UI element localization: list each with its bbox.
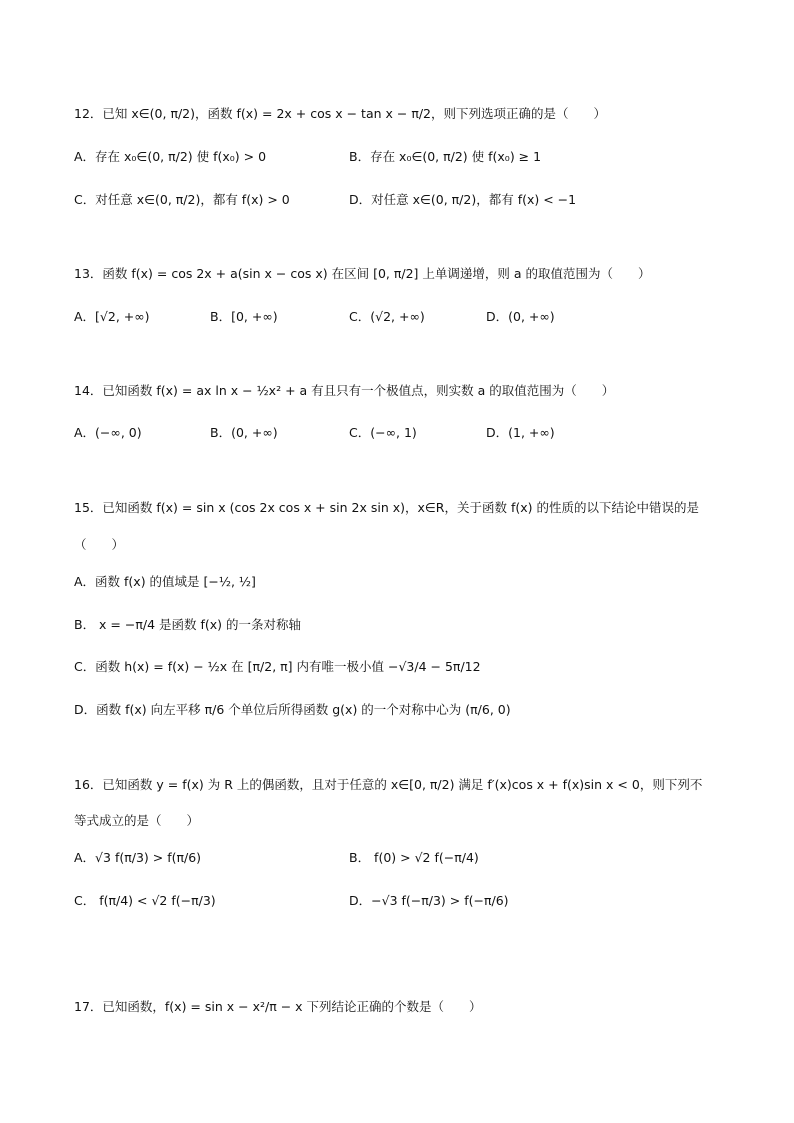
q17-stem: 17．已知函数，f(x) = sin x − x²/π − x 下列结论正确的个数是（ ）: [74, 999, 482, 1014]
q16-option-b[interactable]: B． f(0) > √2 f(−π/4): [349, 850, 479, 865]
q15-option-b[interactable]: B． x = −π/4 是函数 f(x) 的一条对称轴: [74, 617, 302, 632]
q13-stem: 13．函数 f(x) = cos 2x + a(sin x − cos x) 在区间 [0, π/2] 上单调递增，则 a 的取值范围为（ ）: [74, 266, 651, 281]
q12-stem: 12．已知 x∈(0, π/2)，函数 f(x) = 2x + cos x − tan x − π/2，则下列选项正确的是（ ）: [74, 106, 607, 121]
q15-option-a[interactable]: A．函数 f(x) 的值域是 [−½, ½]: [74, 574, 256, 589]
q16-stem-cont: 等式成立的是（ ）: [74, 813, 200, 828]
q12-option-b[interactable]: B．存在 x₀∈(0, π/2) 使 f(x₀) ≥ 1: [349, 149, 542, 164]
q15-stem-bracket: （ ）: [74, 537, 125, 552]
q15-stem: 15．已知函数 f(x) = sin x (cos 2x cos x + sin 2x sin x)，x∈R，关于函数 f(x) 的性质的以下结论中错误的是: [74, 500, 699, 515]
q16-option-c[interactable]: C． f(π/4) < √2 f(−π/3): [74, 893, 216, 908]
q16-stem: 16．已知函数 y = f(x) 为 R 上的偶函数，且对于任意的 x∈[0, π/2) 满足 f′(x)cos x + f(x)sin x < 0，则下列不: [74, 777, 703, 792]
q15-option-d[interactable]: D．函数 f(x) 向左平移 π/6 个单位后所得函数 g(x) 的一个对称中心为 (π/6, 0): [74, 702, 511, 717]
q16-option-d[interactable]: D．−√3 f(−π/3) > f(−π/6): [349, 893, 509, 908]
q12-option-a[interactable]: A．存在 x₀∈(0, π/2) 使 f(x₀) > 0: [74, 149, 267, 164]
q13-option-a[interactable]: A．[√2, +∞): [74, 309, 150, 324]
q12-option-c[interactable]: C．对任意 x∈(0, π/2)，都有 f(x) > 0: [74, 192, 290, 207]
q14-stem: 14．已知函数 f(x) = ax ln x − ½x² + a 有且只有一个极值点，则实数 a 的取值范围为（ ）: [74, 383, 615, 398]
q13-option-c[interactable]: C．(√2, +∞): [349, 309, 425, 324]
q13-option-b[interactable]: B．[0, +∞): [210, 309, 278, 324]
q14-option-c[interactable]: C．(−∞, 1): [349, 425, 417, 440]
q12-option-d[interactable]: D．对任意 x∈(0, π/2)，都有 f(x) < −1: [349, 192, 577, 207]
q13-option-d[interactable]: D．(0, +∞): [486, 309, 555, 324]
q14-option-a[interactable]: A．(−∞, 0): [74, 425, 142, 440]
q16-option-a[interactable]: A．√3 f(π/3) > f(π/6): [74, 850, 202, 865]
q14-option-b[interactable]: B．(0, +∞): [210, 425, 278, 440]
q15-option-c[interactable]: C．函数 h(x) = f(x) − ½x 在 [π/2, π] 内有唯一极小值 −√3/4 − 5π/12: [74, 659, 481, 674]
q14-option-d[interactable]: D．(1, +∞): [486, 425, 555, 440]
